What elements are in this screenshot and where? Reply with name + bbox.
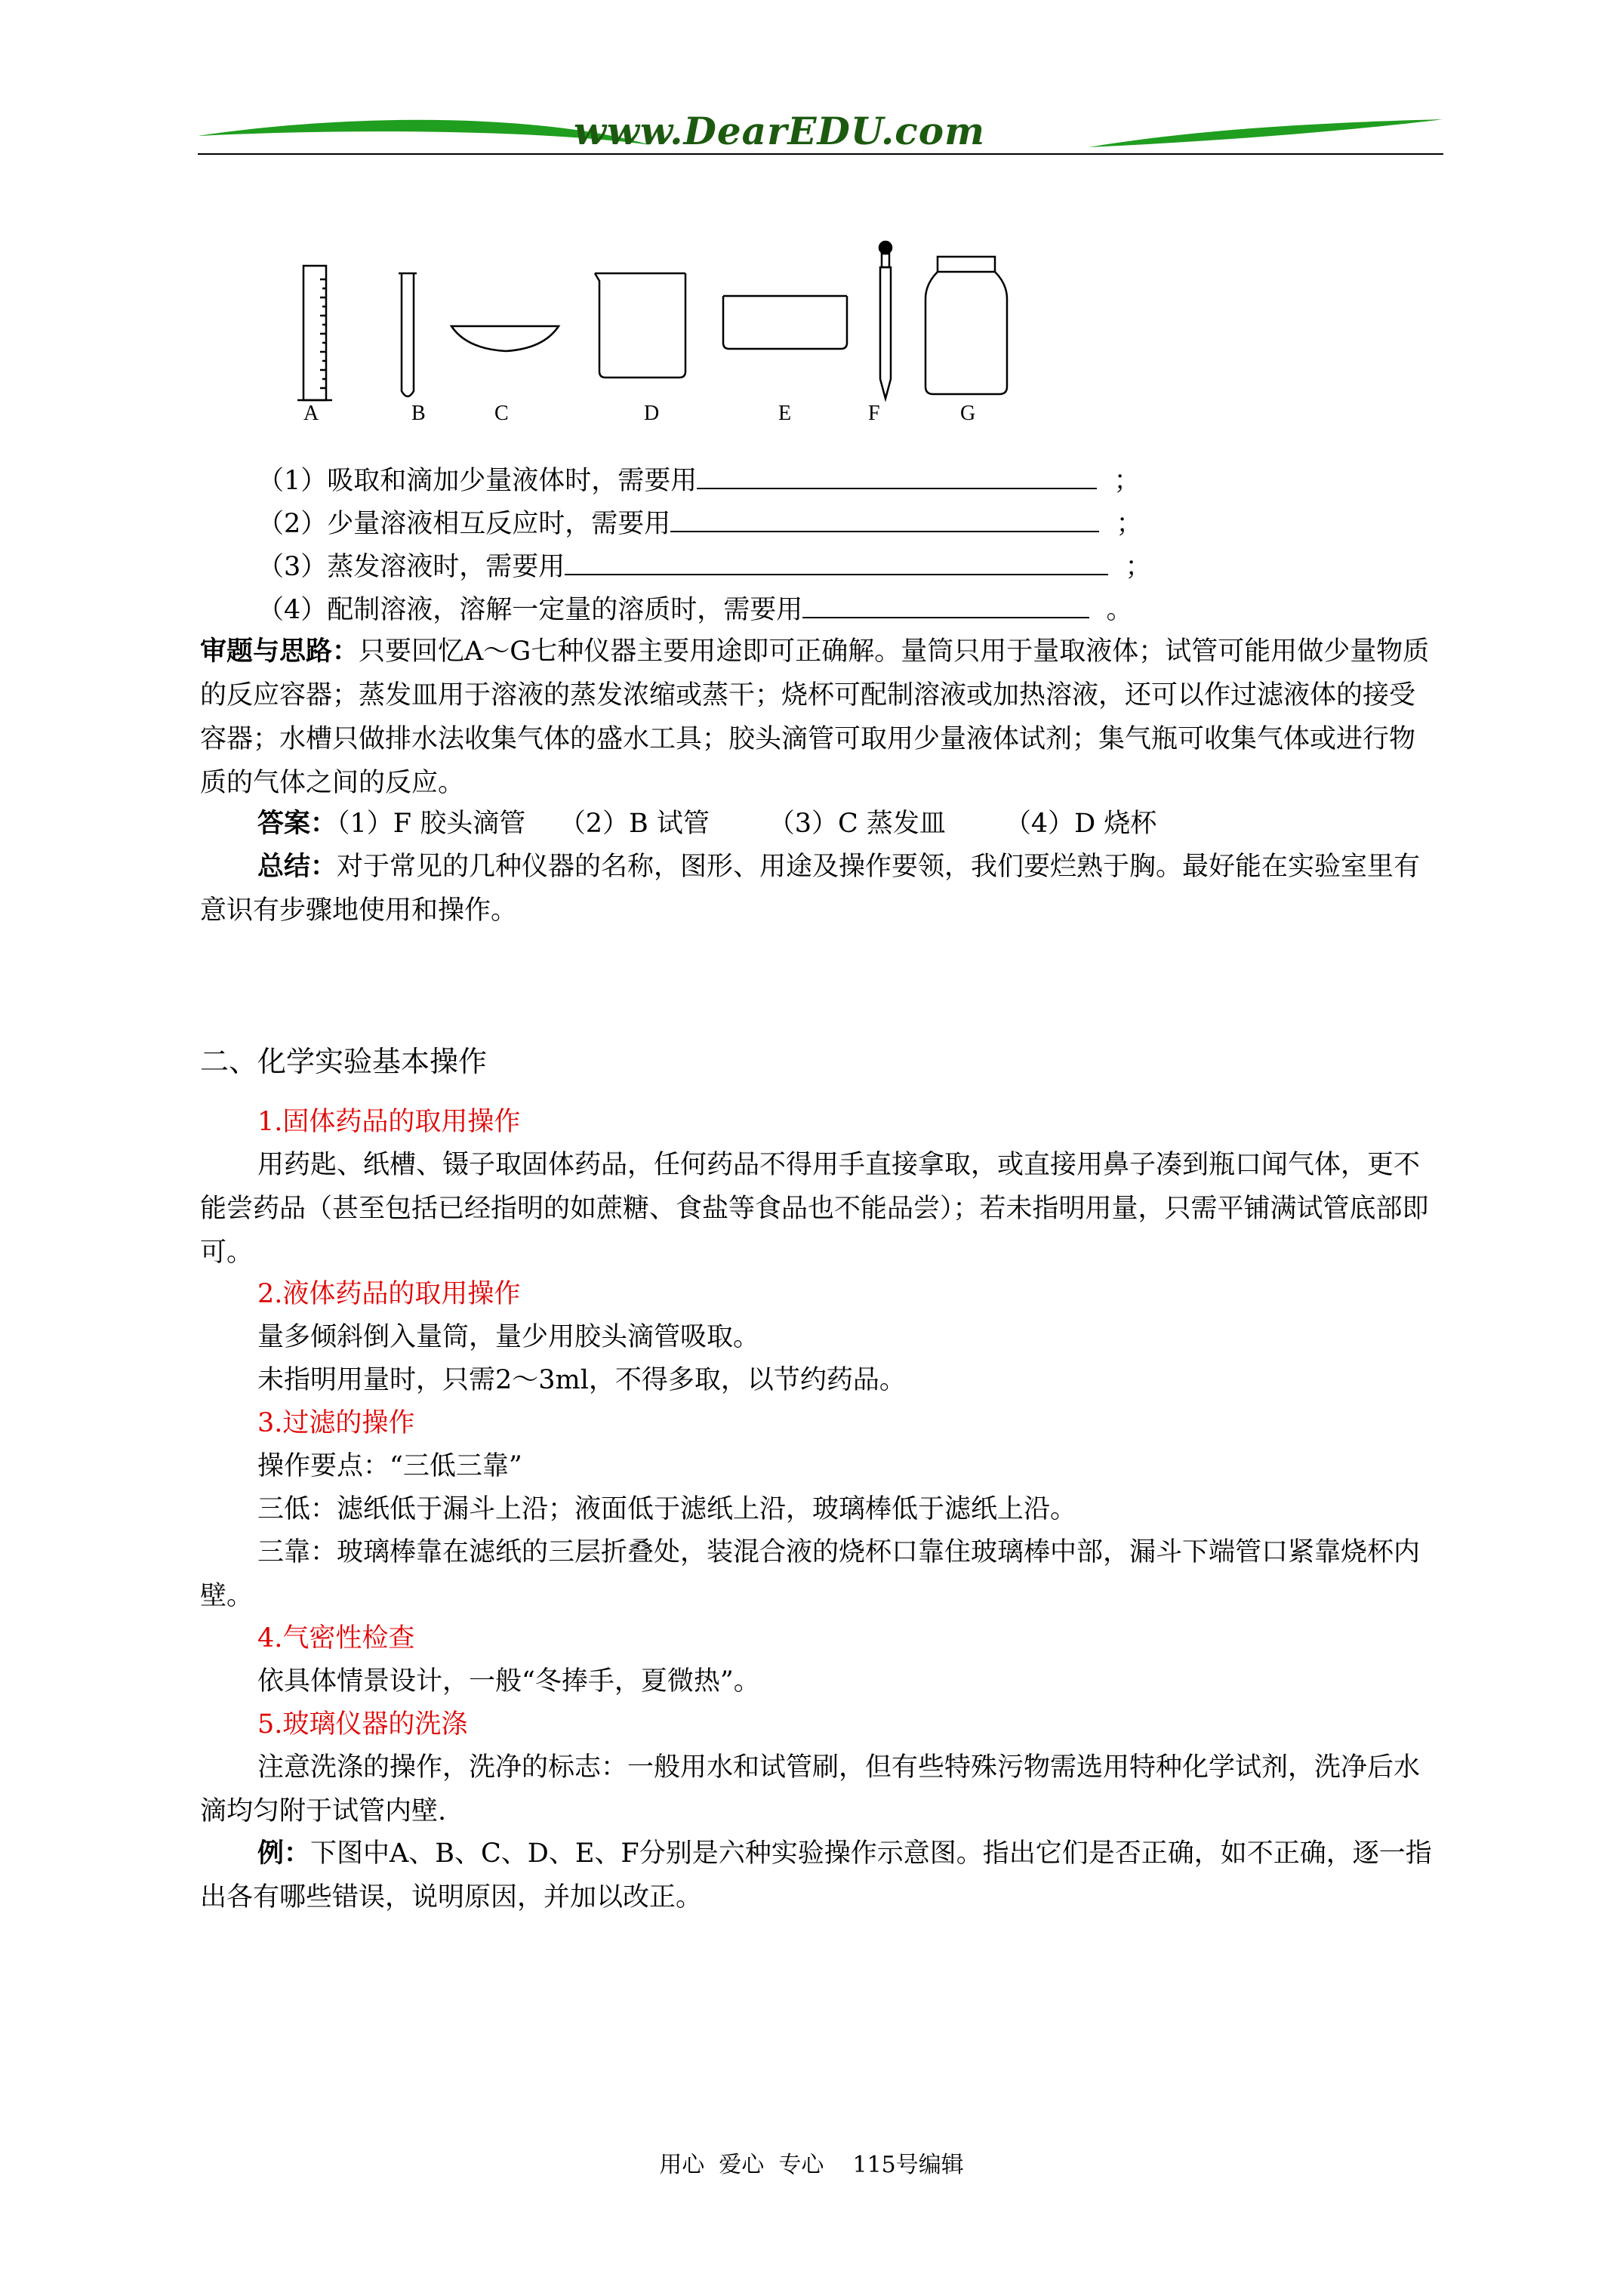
subsection-3-title: 3.过滤的操作 [257, 1408, 415, 1438]
answer-blank[interactable] [670, 501, 1099, 532]
figure-label-b: B [411, 402, 426, 425]
subsection-1-title: 1.固体药品的取用操作 [257, 1107, 521, 1137]
question-4: （4）配制溶液，溶解一定量的溶质时，需要用 。 [257, 587, 1133, 632]
answer-line: 答案：（1）F 胶头滴管 （2）B 试管 （3）C 蒸发皿 （4）D 烧杯 [257, 808, 1157, 839]
logo-text: www.DearEDU.com [574, 109, 986, 153]
test-tube-icon [399, 273, 417, 396]
analysis-text: 只要回忆A～G七种仪器主要用途即可正确解。量筒只用于量取液体；试管可能用做少量物质的反应容器；蒸发皿用于溶液的蒸发浓缩或蒸干；烧杯可配制溶液或加热溶液，还可以作过滤液体的接受容器；水槽只做排水法收集气体的盛水工具；胶头滴管可取用少量液体试剂；集气瓶可收集气体或进行物质的气体之间的反应。 [200, 636, 1430, 798]
evaporating-dish-icon [451, 326, 559, 351]
summary-paragraph: 总结：对于常见的几种仪器的名称，图形、用途及操作要领，我们要烂熟于胸。最好能在实验室里有意识有步骤地使用和操作。 [200, 851, 1421, 926]
question-3: （3）蒸发溶液时，需要用 ； [257, 544, 1152, 589]
beaker-icon [595, 273, 685, 378]
figure-label-f: F [868, 402, 880, 425]
question-2: （2）少量溶液相互反应时，需要用 ； [257, 501, 1143, 546]
page-footer: 用心 爱心 专心 115号编辑 [659, 2152, 964, 2178]
subsection-2-line-1: 量多倾斜倒入量筒，量少用胶头滴管吸取。 [257, 1322, 760, 1352]
figure-label-c: C [494, 402, 509, 425]
analysis-paragraph [200, 630, 1438, 805]
question-1: （1）吸取和滴加少量液体时，需要用 ； [257, 458, 1141, 503]
section-title: 二、化学实验基本操作 [200, 1045, 488, 1078]
example-paragraph: 例：下图中A、B、C、D、E、F分别是六种实验操作示意图。指出它们是否正确，如不正确，逐一指出各有哪些错误，说明原因，并加以改正。 [200, 1838, 1432, 1912]
analysis-label: 审题与思路： [200, 636, 359, 667]
graduated-cylinder-icon [297, 266, 332, 400]
header-logo [198, 106, 1443, 166]
lab-instruments-figure [294, 234, 1049, 404]
subsection-3-line-1: 操作要点：“三低三靠” [257, 1451, 522, 1481]
answer-blank[interactable] [802, 587, 1089, 618]
subsection-5-title: 5.玻璃仪器的洗涤 [257, 1709, 468, 1740]
subsection-4-line-1: 依具体情景设计，一般“冬捧手，夏微热”。 [257, 1666, 760, 1697]
water-trough-icon [723, 296, 847, 349]
answer-blank[interactable] [565, 544, 1108, 575]
subsection-3-line-3: 三靠：玻璃棒靠在滤纸的三层折叠处，装混合液的烧杯口靠住玻璃棒中部，漏斗下端管口紧靠烧杯内壁。 [200, 1537, 1421, 1611]
subsection-1-text: 用药匙、纸槽、镊子取固体药品，任何药品不得用手直接拿取，或直接用鼻子凑到瓶口闻气体，更不能尝药品（甚至包括已经指明的如蔗糖、食盐等食品也不能品尝）；若未指明用量，只需平铺满试管底部即可。 [200, 1150, 1429, 1268]
dropper-icon [879, 242, 892, 399]
subsection-2-line-2: 未指明用量时，只需2～3ml，不得多取，以节约药品。 [257, 1365, 906, 1395]
subsection-5-text: 注意洗涤的操作，洗净的标志：一般用水和试管刷，但有些特殊污物需选用特种化学试剂，洗净后水滴均匀附于试管内壁. [200, 1752, 1421, 1826]
answer-blank[interactable] [697, 458, 1097, 489]
subsection-4-title: 4.气密性检查 [257, 1623, 415, 1653]
figure-label-g: G [960, 402, 976, 425]
subsection-2-title: 2.液体药品的取用操作 [257, 1279, 521, 1309]
figure-label-d: D [644, 402, 660, 425]
subsection-3-line-2: 三低：滤纸低于漏斗上沿；液面低于滤纸上沿，玻璃棒低于滤纸上沿。 [257, 1494, 1077, 1524]
figure-label-e: E [778, 402, 792, 425]
figure-label-a: A [303, 402, 319, 425]
gas-collecting-bottle-icon [925, 257, 1007, 394]
